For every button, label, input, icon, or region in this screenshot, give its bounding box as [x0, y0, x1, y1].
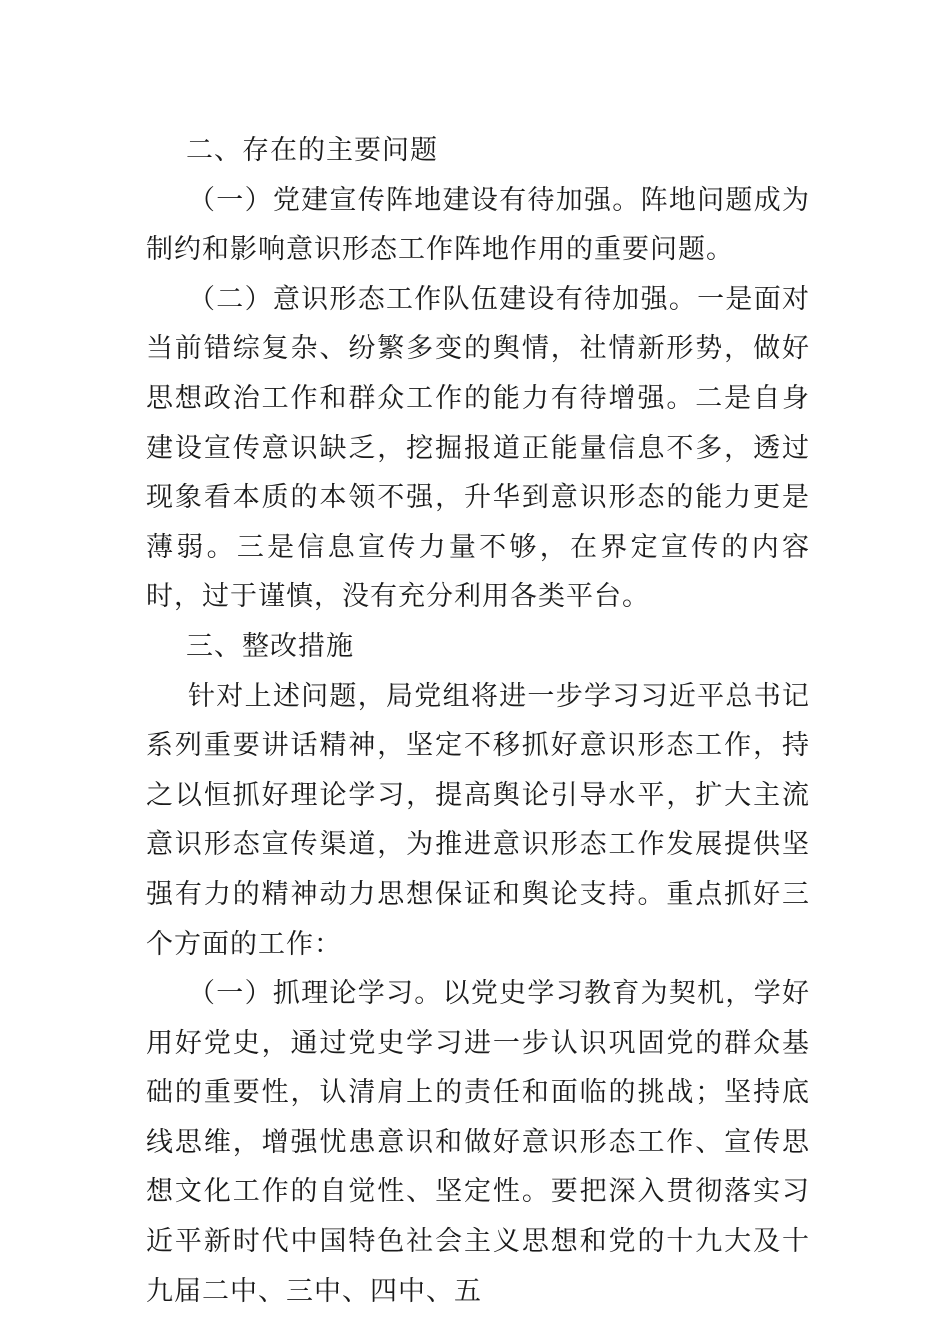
section-heading-measures: 三、整改措施 [186, 630, 354, 662]
paragraph-team: （二）意识形态工作队伍建设有待加强。一是面对当前错综复杂、纷繁多变的舆情，社情新形势，做好思想政治工作和群众工作的能力有待增强。二是自身建设宣传意识缺乏，挖掘报道正能量信息不多，透过现象看本质的本领不强，升华到意识形态的能力更是薄弱。三是信息宣传力量不够，在界定宣传的内容时，过于谨慎，没有充分利用各类平台。 [146, 283, 810, 613]
section-heading-problems: 二、存在的主要问题 [186, 135, 438, 166]
paragraph-theory-study: （一）抓理论学习。以党史学习教育为契机，学好用好党史，通过党史学习进一步认识巩固党的群众基础的重要性，认清肩上的责任和面临的挑战；坚持底线思维，增强忧患意识和做好意识形态工作、宣传思想文化工作的自觉性、坚定性。要把深入贯彻落实习近平新时代中国特色社会主义思想和党的十九大及十九届二中、三中、四中、五 [146, 978, 810, 1307]
document-body [146, 126, 810, 1316]
paragraph-positions: （一）党建宣传阵地建设有待加强。阵地问题成为制约和影响意识形态工作阵地作用的重要问题。 [146, 184, 810, 266]
paragraph-measures-intro: 针对上述问题，局党组将进一步学习习近平总书记系列重要讲话精神，坚定不移抓好意识形态工作，持之以恒抓好理论学习，提高舆论引导水平，扩大主流意识形态宣传渠道，为推进意识形态工作发展提供坚强有力的精神动力思想保证和舆论支持。重点抓好三个方面的工作： [146, 680, 810, 960]
